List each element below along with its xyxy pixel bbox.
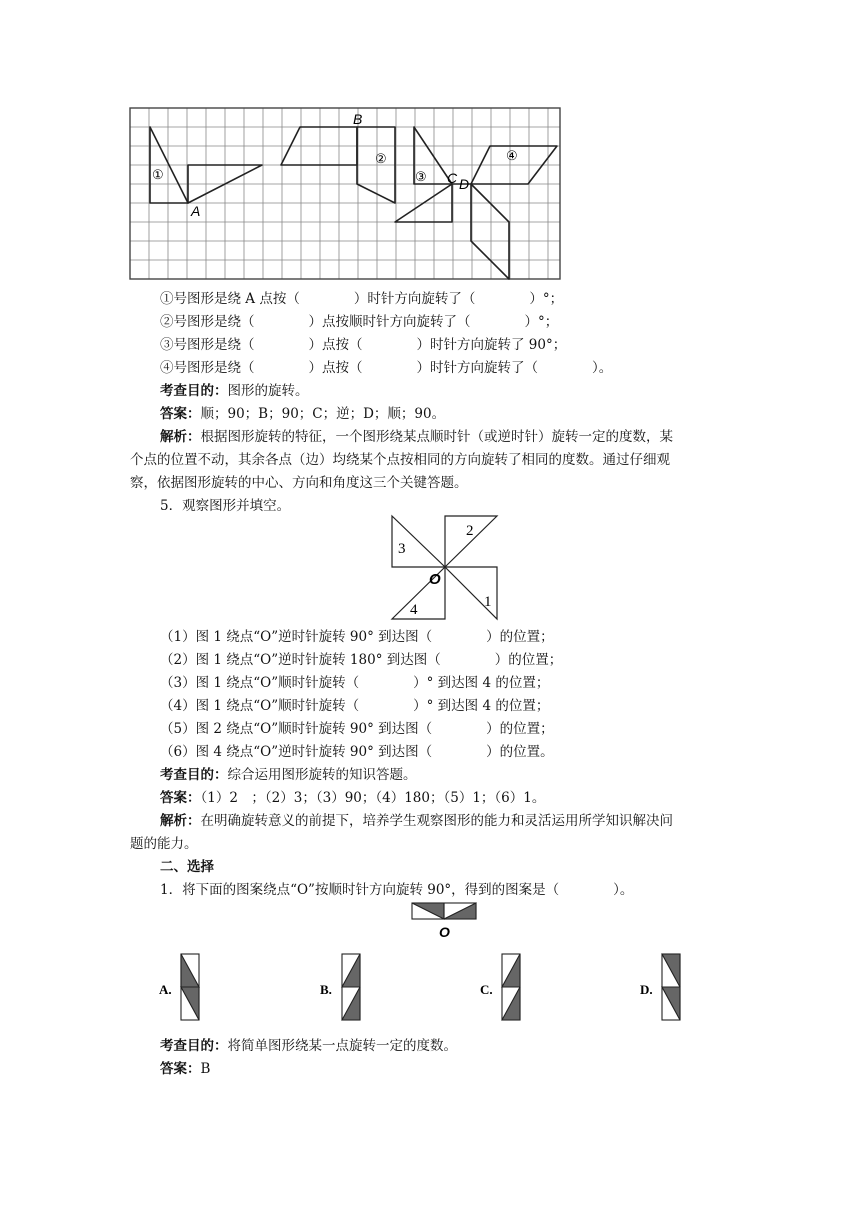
answer-label: 答案： <box>160 406 201 422</box>
answer-label: 答案： <box>160 790 201 806</box>
choice-q1: 1．将下面的图案绕点“O”按顺时针方向旋转 90°，得到的图案是（ ）。 <box>160 882 634 898</box>
q5-line-4: （4）图 1 绕点“O”顺时针旋转（ ）° 到达图 4 的位置； <box>160 698 550 714</box>
choice-purpose <box>160 1036 457 1056</box>
q5-analysis-2: 题的能力。 <box>130 836 198 852</box>
option-b-figure <box>342 954 360 1020</box>
q4-analysis-3: 察，依据图形旋转的中心、方向和角度这三个关键答题。 <box>130 475 468 491</box>
purpose-label: 考查目的： <box>160 383 228 399</box>
pinwheel-label-3: 3 <box>398 541 406 557</box>
q4-line-3: ③号图形是绕（ ）点按（ ）时针方向旋转了 90°； <box>160 337 567 353</box>
answer-text: 顺；90；B；90；C；逆；D；顺；90。 <box>200 406 446 422</box>
option-a-label: A. <box>159 982 172 997</box>
source-pattern <box>412 903 476 919</box>
label-circle-1: ① <box>152 168 164 183</box>
analysis-text: 在明确旋转意义的前提下，培养学生观察图形的能力和灵活运用所学知识解决问 <box>200 813 673 829</box>
answer-label: 答案： <box>160 1061 201 1077</box>
q4-line-1: ①号图形是绕 A 点按（ ）时针方向旋转了（ ）°； <box>160 291 564 307</box>
option-d-label: D. <box>640 982 653 997</box>
analysis-label: 解析： <box>160 429 201 445</box>
q5-line-5: （5）图 2 绕点“O”顺时针旋转 90° 到达图（ ）的位置； <box>160 721 554 737</box>
label-circle-2: ② <box>375 152 387 167</box>
source-label-O: O <box>439 924 450 940</box>
label-B: B <box>353 111 363 127</box>
option-c-figure <box>502 954 520 1020</box>
purpose-label: 考查目的： <box>160 767 228 783</box>
pinwheel-label-1: 1 <box>484 594 492 610</box>
q4-line-4: ④号图形是绕（ ）点按（ ）时针方向旋转了（ ）。 <box>160 360 613 376</box>
q4-analysis-2: 个点的位置不动，其余各点（边）均绕某个点按相同的方向旋转了相同的度数。通过仔细观 <box>130 452 670 468</box>
pinwheel-label-O: O <box>429 571 441 588</box>
purpose-text: 综合运用图形旋转的知识答题。 <box>227 767 417 783</box>
analysis-label: 解析： <box>160 813 201 829</box>
q5-line-2: （2）图 1 绕点“O”逆时针旋转 180° 到达图（ ）的位置； <box>160 652 563 668</box>
option-c-label: C. <box>480 982 493 997</box>
label-D: D <box>459 176 470 192</box>
analysis-text: 根据图形旋转的特征，一个图形绕某点顺时针（或逆时针）旋转一定的度数，某 <box>200 429 673 445</box>
label-A: A <box>191 203 201 219</box>
choice-answer <box>160 1059 210 1079</box>
q5-line-6: （6）图 4 绕点“O”逆时针旋转 90° 到达图（ ）的位置。 <box>160 744 554 760</box>
section-heading: 二、选择 <box>160 859 214 875</box>
q5-line-1: （1）图 1 绕点“O”逆时针旋转 90° 到达图（ ）的位置； <box>160 629 554 645</box>
option-a-figure <box>181 954 199 1020</box>
q5-title: 5．观察图形并填空。 <box>160 498 291 514</box>
answer-text: （1）2 ；（2）3；（3）90；（4）180；（5）1；（6）1。 <box>200 790 546 806</box>
answer-text: B <box>200 1061 211 1077</box>
label-circle-4: ④ <box>506 149 518 164</box>
purpose-label: 考查目的： <box>160 1038 228 1054</box>
option-d-figure <box>662 954 680 1020</box>
q5-line-3: （3）图 1 绕点“O”顺时针旋转（ ）° 到达图 4 的位置； <box>160 675 550 691</box>
option-b-label: B. <box>320 982 332 997</box>
q4-line-2: ②号图形是绕（ ）点按顺时针方向旋转了（ ）°； <box>160 314 559 330</box>
purpose-text: 图形的旋转。 <box>227 383 309 399</box>
pinwheel-label-2: 2 <box>466 523 474 539</box>
label-circle-3: ③ <box>415 170 427 185</box>
label-C: C <box>447 170 458 186</box>
purpose-text: 将简单图形绕某一点旋转一定的度数。 <box>227 1038 457 1054</box>
pinwheel-label-4: 4 <box>410 602 418 618</box>
